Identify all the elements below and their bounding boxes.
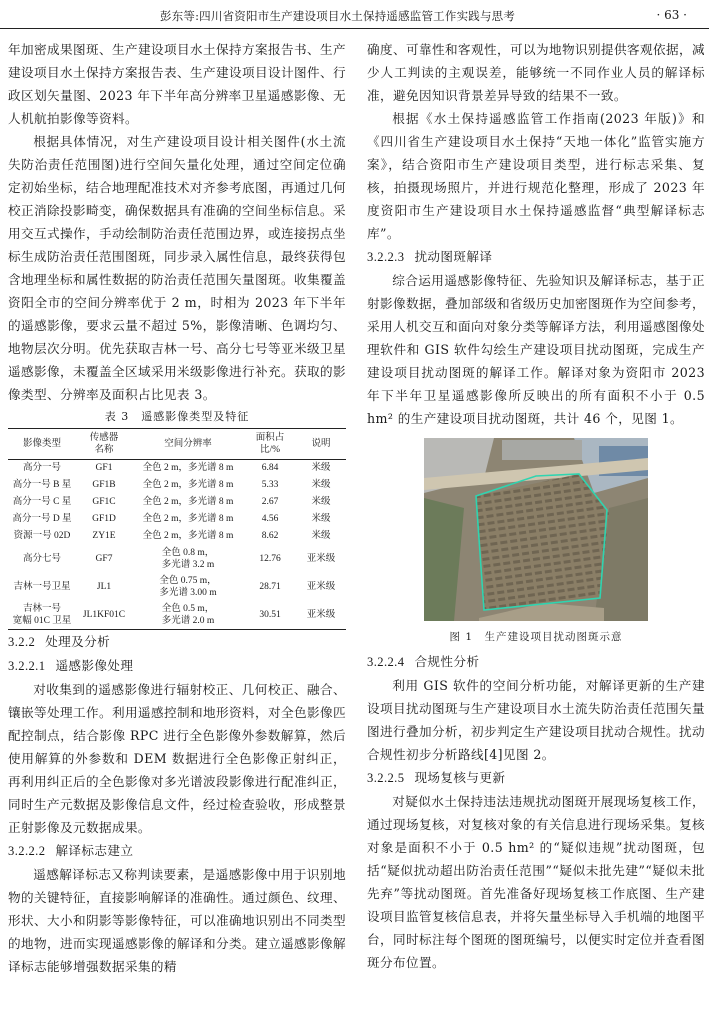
figure-caption: 图 1 生产建设项目扰动图斑示意 xyxy=(449,631,623,643)
table-cell: 5.33 xyxy=(261,480,279,490)
table-row xyxy=(8,511,346,528)
table-cell: 米级 xyxy=(311,497,331,507)
table-cell: 亚米级 xyxy=(296,601,346,630)
col-header: 传感器 名称 xyxy=(76,429,132,460)
left-column xyxy=(8,38,346,978)
table-cell: 资源一号 02D xyxy=(13,531,71,541)
table-cell: 亚米级 xyxy=(306,553,336,564)
paragraph: 综合运用遥感影像特征、先验知识及解译标志，基于正射影像数据，叠加部级和省级历史加密图斑作为空间参考，采用人机交互和面向对象分类等解译方法，利用遥感图像处理软件和 GIS 软件勾绘生产建设项目扰动图斑，完成生产建设项目扰动图斑的解译工作。解译对象为资阳市 2023 年下半年卫星遥感影像所反映出的所有面积不小于 0.5 hm² 的生产建设项目扰动图斑，共计 46 个，见图 1。 xyxy=(367,273,705,426)
right-column xyxy=(367,38,705,974)
image-type-table xyxy=(8,428,346,630)
table-cell: 12.76 xyxy=(259,553,281,564)
paragraph: 对收集到的遥感影像进行辐射校正、几何校正、融合、镶嵌等处理工作。利用遥感控制和地形资料，对全色影像匹配控制点，结合影像 RPC 进行全色影像外参数解算，然后使用解算的外参数和 DEM 数据进行全色影像正射纠正，再利用纠正后的全色影像对多光谱波段影像进行配准纠正，同时生产元数据及影像信息文件，经过检查验收，形成整景正射影像及元数据成果。 xyxy=(8,681,346,835)
table-cell: 6.84 xyxy=(261,463,279,474)
table-cell: JL1KF01C xyxy=(76,601,132,630)
table-cell: GF1D xyxy=(92,514,116,524)
table-cell: 吉林一号卫星 xyxy=(13,581,71,592)
table-cell: GF7 xyxy=(95,553,113,564)
table-row xyxy=(8,573,346,601)
section-heading: 3.2.2.1 遥感影像处理 xyxy=(8,657,134,673)
table-cell: 30.51 xyxy=(244,601,296,630)
table-cell: 28.71 xyxy=(259,581,281,592)
table-cell: 全色 2 m，多光谱 8 m xyxy=(142,463,234,474)
table-cell: JL1 xyxy=(96,581,112,592)
table-caption: 表 3 遥感影像类型及特征 xyxy=(104,410,250,423)
table-cell: 亚米级 xyxy=(306,581,336,592)
running-title: 彭东等:四川省资阳市生产建设项目水土保持遥感监管工作实践与思考 xyxy=(160,9,516,23)
col-header: 影像类型 xyxy=(8,429,76,460)
table-cell: 全色 2 m，多光谱 8 m xyxy=(142,514,234,524)
table-cell: 高分一号 D 星 xyxy=(12,514,72,524)
table-cell: 米级 xyxy=(311,480,331,490)
table-cell: 全色 0.8 m， 多光谱 3.2 m xyxy=(161,547,215,570)
table-cell: 高分七号 xyxy=(22,553,61,564)
col-header: 面积占 比/% xyxy=(244,429,296,460)
table-cell: 高分一号 B 星 xyxy=(12,480,72,490)
col-header: 空间分辨率 xyxy=(132,429,244,460)
col-header: 说明 xyxy=(296,429,346,460)
section-heading: 3.2.2 处理及分析 xyxy=(8,633,111,649)
table-cell: 全色 2 m，多光谱 8 m xyxy=(142,531,234,541)
table-cell: ZY1E xyxy=(92,531,116,541)
table-cell: GF1 xyxy=(95,463,113,474)
table-cell: 全色 0.5 m， 多光谱 2.0 m xyxy=(132,601,244,630)
table-row xyxy=(8,545,346,573)
table-cell: 吉林一号 宽幅 01C 卫星 xyxy=(8,601,76,630)
section-heading: 3.2.2.2 解译标志建立 xyxy=(8,842,134,858)
table-cell: 米级 xyxy=(311,463,331,474)
table-row xyxy=(8,477,346,494)
page-header xyxy=(0,0,709,30)
table-cell: GF1B xyxy=(92,480,116,490)
table-row xyxy=(8,460,346,477)
paragraph: 确度、可靠性和客观性，可以为地物识别提供客观依据，减少人工判读的主观误差，能够统一不同作业人员的解译标准，避免因知识背景差异导致的结果不一致。 xyxy=(367,42,705,103)
paragraph: 根据《水土保持遥感监管工作指南(2023 年版)》和《四川省生产建设项目水土保持“天地一体化”监管实施方案》，结合资阳市生产建设项目类型，进行标志采集、复核，拍摄现场照片，并进行规范化整理，形成了 2023 年度资阳市生产建设项目水土保持遥感监督“典型解译标志库”。 xyxy=(367,111,705,241)
table-cell: 8.62 xyxy=(261,531,279,541)
header-rule xyxy=(0,28,709,29)
table-cell: 全色 2 m，多光谱 8 m xyxy=(142,497,234,507)
paragraph: 利用 GIS 软件的空间分析功能，对解译更新的生产建设项目扰动图斑与生产建设项目水土流失防治责任范围矢量图进行叠加分析，初步判定生产建设项目扰动合规性。扰动合规性初步分析路线[4]见图 2。 xyxy=(367,678,705,762)
table-cell: 全色 0.75 m， 多光谱 3.00 m xyxy=(159,575,217,598)
table-cell: 全色 2 m，多光谱 8 m xyxy=(142,480,234,490)
section-heading: 3.2.2.5 现场复核与更新 xyxy=(367,770,506,785)
paragraph: 遥感解译标志又称判读要素，是遥感影像中用于识别地物的关键特征，直接影响解译的准确性。通过颜色、纹理、形状、大小和阴影等影像特征，可以准确地识别出不同类型的地物，进而实现遥感影像的解译和分类。建立遥感影像解译标志能够增强数据采集的精 xyxy=(8,866,346,974)
table-cell: 米级 xyxy=(311,531,331,541)
paragraph: 年加密成果图斑、生产建设项目水土保持方案报告书、生产建设项目水土保持方案报告表、生产建设项目设计图件、行政区划矢量图、2023 年下半年高分辨率卫星遥感影像、无人机航拍影像等资料。 xyxy=(8,42,346,126)
table-row xyxy=(8,601,346,630)
table-row xyxy=(8,528,346,545)
satellite-image-figure xyxy=(424,438,648,621)
table-cell: 4.56 xyxy=(261,514,279,524)
table-row xyxy=(8,494,346,511)
table-cell: 米级 xyxy=(311,514,331,524)
table-cell: 高分一号 xyxy=(22,463,61,474)
paragraph: 对疑似水土保持违法违规扰动图斑开展现场复核工作，通过现场复核，对复核对象的有关信息进行现场采集。复核对象是面积不小于 0.5 hm² 的“疑似违规”扰动图斑，包括“疑似扰动超出防治责任范围”“疑似未批先建”“疑似未批先弃”等扰动图斑。首先准备好现场复核工作底图、生产建设项目监管复核信息表，并将矢量坐标导入手机端的地图平台，同时标注每个图斑的图斑编号，以便实时定位并查看图斑分布位置。 xyxy=(367,794,705,970)
section-heading: 3.2.2.3 扰动图斑解译 xyxy=(367,249,493,264)
section-heading: 3.2.2.4 合规性分析 xyxy=(367,654,480,669)
table-header-row xyxy=(8,429,346,460)
page-number: · 63 · xyxy=(656,8,687,22)
paragraph: 根据具体情况，对生产建设项目设计相关图件(水土流失防治责任范围图)进行空间矢量化处理，通过空间定位确定初始坐标，结合地理配准技术对齐参考底图，再通过几何校正消除投影畸变，确保数据具有准确的空间坐标信息。采用交互式操作，手动绘制防治责任范围边界，或连接拐点坐标生成防治责任范围图斑，同步录入属性信息，最终获得包含地理坐标和属性数据的防治责任范围矢量图斑。收集覆盖资阳全市的空间分辨率优于 2 m，时相为 2023 年下半年的遥感影像，要求云量不超过 5%，影像清晰、色调均匀、地物层次分明。优先获取吉林一号、高分七号等亚米级卫星遥感影像，未覆盖全区域采用米级影像进行补充。获取的影像类型、分辨率及面积占比见表 3。 xyxy=(8,134,346,402)
table-cell: 高分一号 C 星 xyxy=(12,497,72,507)
satellite-image xyxy=(424,438,648,621)
table-cell: 2.67 xyxy=(261,497,279,507)
table-cell: GF1C xyxy=(92,497,116,507)
